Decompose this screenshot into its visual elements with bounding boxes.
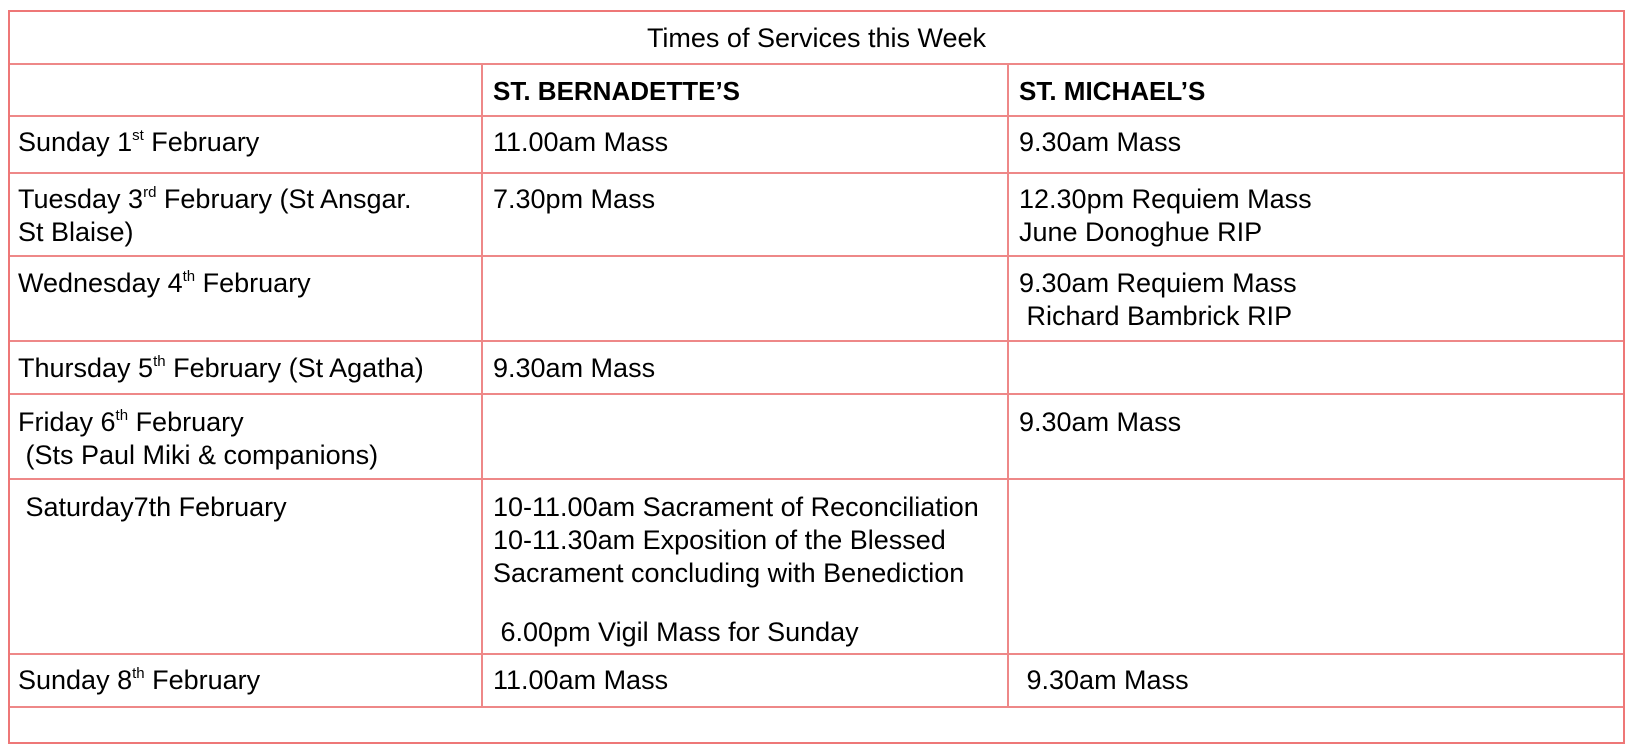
column-divider xyxy=(481,63,483,708)
row-divider xyxy=(10,653,1623,655)
day-cell: Tuesday 3rd February (St Ansgar. St Blaise) xyxy=(18,184,412,247)
column-divider xyxy=(1007,63,1009,708)
day-cell: Wednesday 4th February xyxy=(18,268,311,298)
day-cell: Saturday7th February xyxy=(18,492,287,522)
st-michaels-cell: 12.30pm Requiem Mass June Donoghue RIP xyxy=(1019,184,1312,247)
row-divider xyxy=(10,478,1623,480)
st-bernadettes-cell: 10-11.00am Sacrament of Reconciliation 10-11.30am Exposition of the Blessed Sacrament concluding with Benediction 6.00pm Vigil Mass for Sunday xyxy=(493,492,979,647)
st-michaels-cell: 9.30am Requiem Mass Richard Bambrick RIP xyxy=(1019,268,1297,331)
header-st-bernadettes: ST. BERNADETTE’S xyxy=(493,76,741,106)
day-cell: Sunday 8th February xyxy=(18,665,261,695)
st-bernadettes-cell: 11.00am Mass xyxy=(493,665,669,695)
st-michaels-cell: 9.30am Mass xyxy=(1019,665,1189,695)
day-cell: Sunday 1st February xyxy=(18,127,260,157)
table-title: Times of Services this Week xyxy=(646,23,987,53)
row-divider xyxy=(10,706,1623,708)
st-bernadettes-cell: 11.00am Mass xyxy=(493,127,669,157)
row-divider xyxy=(10,63,1623,65)
row-divider xyxy=(10,393,1623,395)
row-divider xyxy=(10,172,1623,174)
st-bernadettes-cell: 7.30pm Mass xyxy=(493,184,656,214)
day-cell: Thursday 5th February (St Agatha) xyxy=(18,353,424,383)
row-divider xyxy=(10,255,1623,257)
row-divider xyxy=(10,115,1623,117)
day-cell: Friday 6th February (Sts Paul Miki & companions) xyxy=(18,407,379,470)
st-bernadettes-cell: 9.30am Mass xyxy=(493,353,656,383)
header-st-michaels: ST. MICHAEL’S xyxy=(1019,76,1206,106)
row-divider xyxy=(10,340,1623,342)
st-michaels-cell: 9.30am Mass xyxy=(1019,127,1182,157)
st-michaels-cell: 9.30am Mass xyxy=(1019,407,1182,437)
services-table xyxy=(8,10,1625,744)
